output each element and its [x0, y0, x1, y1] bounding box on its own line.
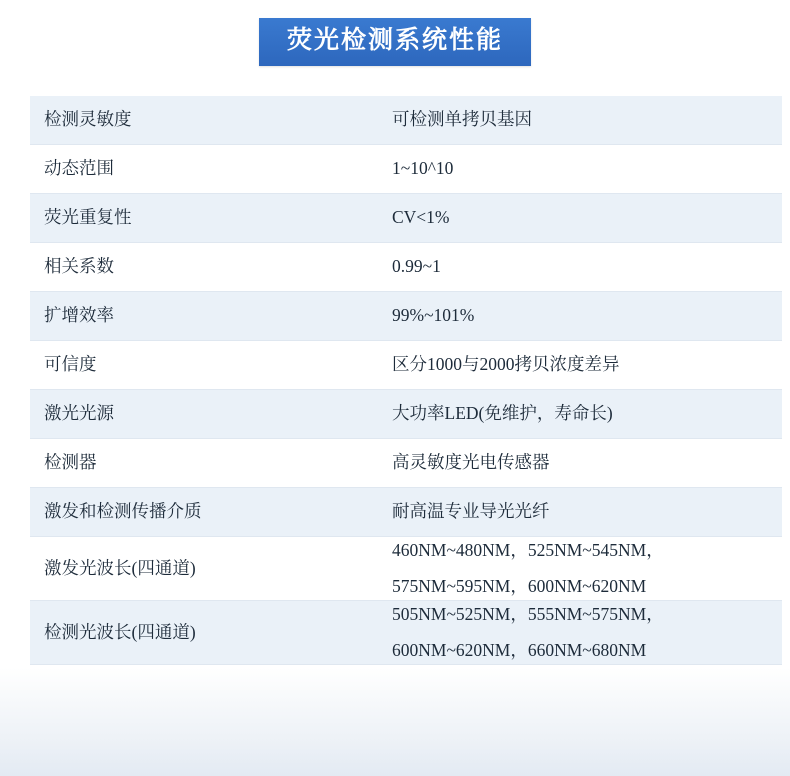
- spec-value-line: 1~10^10: [392, 157, 454, 178]
- table-row: [30, 193, 782, 242]
- spec-value-line: 可检测单拷贝基因: [392, 108, 532, 129]
- spec-value-line: 耐高温专业导光光纤: [392, 500, 550, 521]
- specification-table-body: [30, 96, 782, 665]
- spec-label: 检测器: [44, 451, 97, 472]
- spec-label: 激发和检测传播介质: [44, 500, 202, 521]
- table-row: [30, 144, 782, 193]
- table-row: [30, 96, 782, 145]
- spec-label: 动态范围: [44, 157, 114, 178]
- table-row: [30, 340, 782, 389]
- spec-value-line: 大功率LED(免维护，寿命长): [392, 402, 613, 423]
- spec-label: 可信度: [44, 353, 97, 374]
- spec-value-line: 高灵敏度光电传感器: [392, 451, 550, 472]
- table-row: [30, 600, 782, 664]
- spec-value: [384, 536, 782, 600]
- spec-value: [384, 340, 782, 389]
- spec-value: [384, 600, 782, 664]
- spec-value: [384, 291, 782, 340]
- spec-label: 检测光波长(四通道): [44, 621, 196, 642]
- spec-label: 相关系数: [44, 255, 114, 276]
- spec-label: 扩增效率: [44, 304, 114, 325]
- page-title: 荧光检测系统性能: [259, 18, 531, 66]
- spec-value-line: 575NM~595NM，600NM~620NM: [392, 575, 647, 596]
- spec-value: [384, 193, 782, 242]
- title-container: [0, 0, 790, 66]
- table-row: [30, 389, 782, 438]
- table-row: [30, 487, 782, 536]
- table-row: [30, 291, 782, 340]
- spec-value-line: 600NM~620NM，660NM~680NM: [392, 639, 647, 660]
- spec-value-line: 505NM~525NM，555NM~575NM，: [392, 603, 664, 624]
- spec-value: [384, 144, 782, 193]
- spec-label: 激光光源: [44, 402, 114, 423]
- table-row: [30, 536, 782, 600]
- spec-value: [384, 487, 782, 536]
- spec-label: 检测灵敏度: [44, 108, 132, 129]
- spec-value: [384, 389, 782, 438]
- spec-value-line: 99%~101%: [392, 304, 475, 325]
- spec-value: [384, 96, 782, 145]
- spec-value-line: CV<1%: [392, 206, 450, 227]
- spec-label: 荧光重复性: [44, 206, 132, 227]
- spec-value: [384, 242, 782, 291]
- table-row: [30, 242, 782, 291]
- table-row: [30, 438, 782, 487]
- spec-value-line: 460NM~480NM，525NM~545NM，: [392, 539, 664, 560]
- spec-value: [384, 438, 782, 487]
- specification-table: [30, 96, 782, 666]
- spec-label: 激发光波长(四通道): [44, 557, 196, 578]
- spec-value-line: 0.99~1: [392, 255, 441, 276]
- spec-value-line: 区分1000与2000拷贝浓度差异: [392, 353, 620, 374]
